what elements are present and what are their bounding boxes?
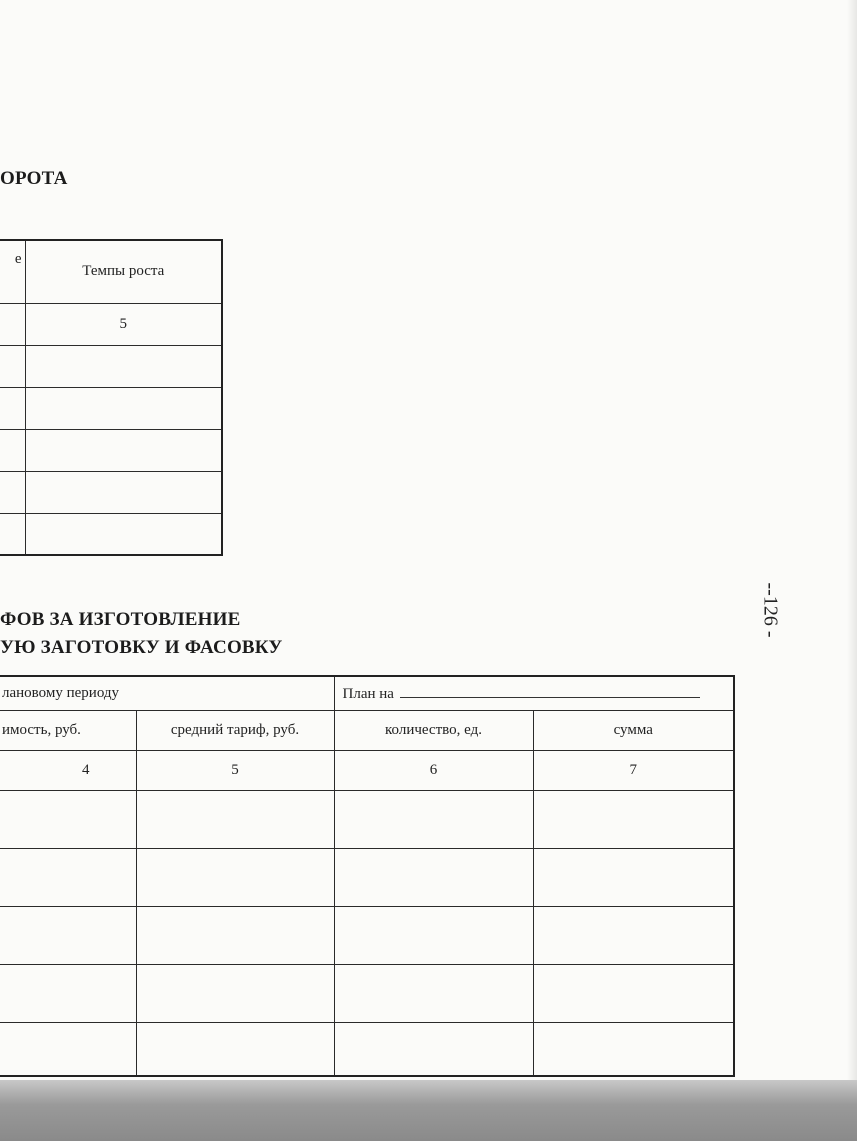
table-cell [25, 345, 222, 387]
table-cell [0, 964, 136, 1022]
table-row [0, 848, 734, 906]
table-row [0, 906, 734, 964]
table-cell [334, 790, 533, 848]
plan-blank-line [400, 683, 700, 698]
table-cell [0, 513, 25, 555]
subheader-cost: имость, руб. [0, 710, 136, 750]
subheader-sum: сумма [533, 710, 734, 750]
column-number-7: 7 [533, 750, 734, 790]
table-cell [334, 1022, 533, 1076]
plan-label: План на [342, 686, 394, 703]
table-row [0, 429, 222, 471]
table-row [0, 387, 222, 429]
header-cell-left: е [0, 240, 25, 303]
table2-title-line2: УЮ ЗАГОТОВКУ И ФАСОВКУ [0, 637, 283, 658]
table-cell [0, 1022, 136, 1076]
scanner-shadow [0, 1080, 857, 1141]
table-cell [533, 906, 734, 964]
table-cell [533, 848, 734, 906]
table-cell [0, 345, 25, 387]
header-cell-growth-rate: Темпы роста [25, 240, 222, 303]
tariff-table [0, 675, 735, 1077]
page-edge-shadow [847, 0, 857, 1080]
table-cell [25, 471, 222, 513]
table-cell [533, 790, 734, 848]
table-cell [533, 964, 734, 1022]
table-row [0, 345, 222, 387]
number-cell-left [0, 303, 25, 345]
table-cell [0, 848, 136, 906]
subheader-average-tariff: средний тариф, руб. [136, 710, 334, 750]
table-cell [0, 429, 25, 471]
table-row [0, 471, 222, 513]
column-number-4: 4 [0, 750, 136, 790]
table-cell [0, 906, 136, 964]
table-row [0, 964, 734, 1022]
group-header-plan [334, 676, 734, 710]
table-cell [136, 848, 334, 906]
table-cell [0, 471, 25, 513]
table-cell [0, 387, 25, 429]
table-cell [334, 848, 533, 906]
column-number-5: 5 [136, 750, 334, 790]
column-number-6: 6 [334, 750, 533, 790]
table-cell [136, 964, 334, 1022]
table2-title-line1: ФОВ ЗА ИЗГОТОВЛЕНИЕ [0, 609, 241, 630]
table-cell [533, 1022, 734, 1076]
table-row [0, 513, 222, 555]
table-cell [334, 964, 533, 1022]
subheader-quantity: количество, ед. [334, 710, 533, 750]
table-row [0, 1022, 734, 1076]
number-cell-growth-rate: 5 [25, 303, 222, 345]
table-row [0, 790, 734, 848]
table-cell [25, 513, 222, 555]
page-number: --126 - [759, 582, 782, 638]
table1-title: ОРОТА [0, 168, 68, 189]
table-cell [25, 429, 222, 471]
table-cell [136, 790, 334, 848]
table-cell [136, 906, 334, 964]
table-cell [25, 387, 222, 429]
table-cell [334, 906, 533, 964]
table-cell [0, 790, 136, 848]
table-cell [136, 1022, 334, 1076]
group-header-base-period: лановому периоду [0, 676, 334, 710]
growth-rate-table [0, 239, 223, 556]
